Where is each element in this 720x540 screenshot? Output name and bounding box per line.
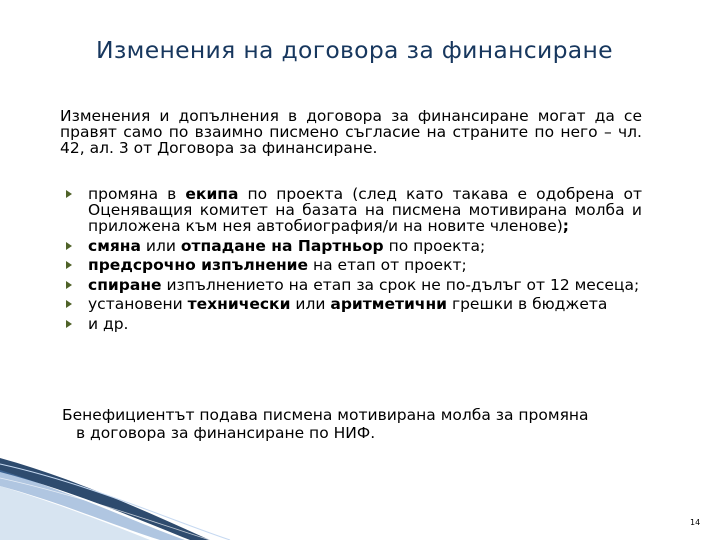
bullet-item — [60, 296, 642, 312]
bullet-item — [60, 277, 642, 293]
bullet-item — [60, 316, 642, 332]
bold-text: отпадане на Партньор — [180, 236, 384, 255]
text: грешки в бюджета — [447, 295, 608, 313]
closing-paragraph — [62, 406, 652, 442]
bullet-item — [60, 186, 642, 234]
text: на етап от проект; — [308, 256, 467, 274]
bold-text: технически — [187, 295, 291, 313]
bullet-arrow-icon — [66, 190, 72, 198]
text: или — [140, 236, 181, 255]
bold-text: спиране — [88, 275, 162, 294]
bold-text: екипа — [185, 185, 239, 203]
closing-line-1: Бенефициентът подава писмена мотивирана молба за промяна — [62, 406, 589, 424]
text: или — [290, 295, 331, 313]
bullet-arrow-icon — [66, 281, 72, 289]
text: промяна в — [88, 185, 186, 203]
slide-title: Изменения на договора за финансиране — [96, 36, 613, 64]
decorative-swoosh — [0, 440, 720, 540]
text: по проекта; — [383, 236, 486, 255]
bold-text: ; — [562, 217, 569, 235]
text: установени — [88, 295, 188, 313]
bullet-arrow-icon — [66, 261, 72, 269]
intro-paragraph: Изменения и допълнения в договора за финансиране могат да се правят само по взаимно писмено съгласие на страните по него – чл. 42, ал. 3 от Договора за финансиране. — [60, 107, 642, 157]
bold-text: смяна — [88, 236, 141, 255]
bullet-arrow-icon — [66, 242, 72, 250]
bullet-arrow-icon — [66, 320, 72, 328]
bullet-list — [60, 186, 642, 335]
bold-text: предсрочно изпълнение — [88, 256, 309, 274]
text: по проекта (след като такава е одобрена от Оценяващия комитет на базата на писмена мотивирана молба и приложена към нея автобиография/и на новите членове) — [88, 185, 642, 235]
bold-text: аритметични — [330, 295, 448, 313]
bullet-item — [60, 238, 642, 254]
bullet-item — [60, 257, 642, 273]
page-number: 14 — [690, 518, 701, 527]
text: и др. — [88, 314, 129, 333]
bullet-arrow-icon — [66, 300, 72, 308]
closing-line-2: в договора за финансиране по НИФ. — [76, 424, 376, 442]
text: изпълнението на етап за срок не по-дълъг от 12 месеца; — [161, 275, 640, 294]
